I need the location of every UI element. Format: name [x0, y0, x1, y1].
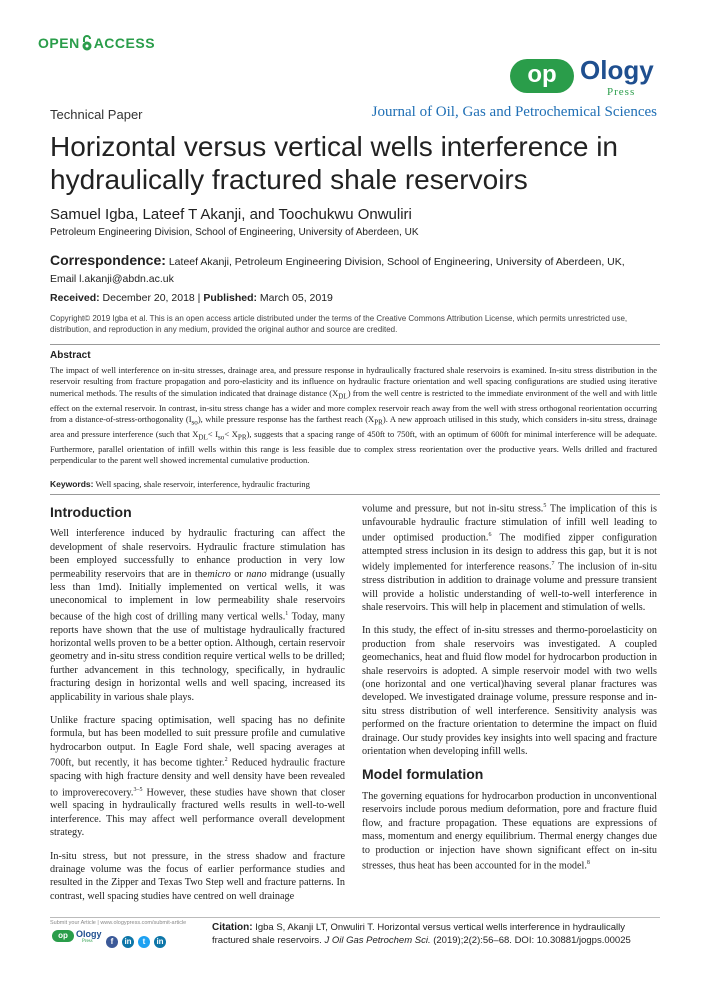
- correspondence-label: Correspondence:: [50, 252, 166, 268]
- paragraph: Well interference induced by hydraulic fracturing can affect the development of shale reservoirs. Hydraulic fracture stimulation has been employed successfully to enhance production in very low permeability reservoirs that are in themicro or nano midrange (usually less than 1md). Initially implemented on vertical wells, it was uneconomical to implement in low permeability shale reservoirs because of the high cost of drilling many vertical wells.$^1$ Today, many reports have shown that the use of multistage hydraulically fractured horizontal wells proven to be a better option. Although, certain reservoir geometry and in-situ stress condition require vertical wells to be drilled; further advancement in this technology, specifically, in hydraulic fracturing design in horizontal wells and well spacing, increased its applicability in various shale plays.: [50, 528, 345, 703]
- twitter-icon[interactable]: t: [138, 936, 150, 948]
- authors: Samuel Igba, Lateef T Akanji, and Toochukwu Onwuliri: [50, 206, 412, 223]
- affiliation: Petroleum Engineering Division, School of Engineering, University of Aberdeen, UK: [50, 227, 419, 238]
- paragraph: In-situ stress, but not pressure, in the stress shadow and fracture drainage volume was the focus of earlier performance studies and resulted in the Zipper and Texas Two Step well and fracture patterns. In contrast, well spacing studies have centred on well drainage: [50, 850, 345, 902]
- citation-label: Citation:: [212, 922, 253, 933]
- publisher-logo-op: op: [510, 59, 574, 93]
- received-label: Received:: [50, 292, 100, 304]
- received-date: December 20, 2018: [102, 292, 195, 304]
- published-date: March 05, 2019: [259, 292, 333, 304]
- left-column: [50, 506, 345, 913]
- facebook-icon[interactable]: f: [106, 936, 118, 948]
- linkedin-icon[interactable]: in: [154, 936, 166, 948]
- footer-divider: [50, 917, 660, 918]
- journal-name[interactable]: Journal of Oil, Gas and Petrochemical Sciences: [371, 104, 657, 120]
- abstract-text: The impact of well interference on in-situ stresses, drainage area, and pressure response in hydraulically fractured shale reservoirs is examined. In-situ stress distribution in the reservoir resulting from fracture propagation and poro-elasticity and its influence on hydraulic fracture orientation and well spacing configurations are studied using iterative numerical methods. The results of the simulation indicated that drainage distance $(X_{DL})$ from the well centre is restricted to the immediate environment of the well and with little effect on the external reservoir. In contrast, in-situ stress change has a wider and more complex reservoir reach away from the well with stress orthogonal reorientation occurring from a distance-of-stress-orthogonality $(I_{so})$, while pressure response has the farthest reach $(X_{PR})$. A new approach utilised in this study, which considers in-situ stress, drainage area and pressure interference (such that $X_{DL}< I_{so}< X_{PR}$), suggests that a spacing range of 450ft to 750ft, with an optimum of 600ft for minimal interference will be adequate. Furthermore, parallel orientation of infill wells within this range is less feasible due to complex stress reorientation over the productive years. Wells drilled and fractured perpendicular to the parent well showed incremental cumulative production.: [50, 365, 658, 466]
- correspondence-email[interactable]: Email l.akanji@abdn.ac.uk: [50, 273, 174, 285]
- paper-type: Technical Paper: [50, 107, 143, 122]
- open-lock-icon: [81, 35, 93, 51]
- open-access-logo: [38, 35, 155, 51]
- citation: Citation: Igba S, Akanji LT, Onwuliri T. Horizontal versus vertical wells interference in hydraulically fractured shale reservoirs. J Oil Gas Petrochem Sci. (2019);2(2):56‒68. DOI: 10.30881/jogps.00025: [212, 922, 631, 946]
- linkedin-icon[interactable]: in: [122, 936, 134, 948]
- open-label: OPEN: [38, 35, 80, 51]
- publisher-logo-ology: Ology: [580, 55, 654, 85]
- keywords-label: Keywords:: [50, 479, 94, 489]
- published-label: Published:: [203, 292, 257, 304]
- access-label: ACCESS: [93, 35, 156, 51]
- article-title: Horizontal versus vertical wells interference in hydraulically fractured shale reservoirs: [50, 131, 618, 195]
- keywords-text: Well spacing, shale reservoir, interference, hydraulic fracturing: [95, 479, 310, 489]
- footer-publisher-logo[interactable]: op Ology Press: [52, 930, 112, 946]
- section-heading-introduction: Introduction: [50, 504, 132, 520]
- abstract-heading: Abstract: [50, 350, 91, 361]
- copyright: Copyright© 2019 Igba et al. This is an open access article distributed under the terms of the Creative Commons Attribution License, which permits unrestricted use, distribution, and reproduction in any medium, provided the original author and source are credited.: [50, 314, 628, 334]
- correspondence-text: Lateef Akanji, Petroleum Engineering Division, School of Engineering, University of Aberdeen, UK,: [168, 256, 625, 268]
- publisher-logo[interactable]: [510, 55, 680, 103]
- keywords: [50, 479, 310, 489]
- paragraph: volume and pressure, but not in-situ stress.$^5$ The implication of this is unfavourable hydraulic fracture stimulation of infill well leading to under optimised production.$^6$ The modified zipper configuration attempted stress inclusion in its design to address this gap, but it is not widely implemented for interference reasons.$^7$ The inclusion of in-situ stress distribution in addition to drainage volume and pressure transient will provide a holistic understanding of well-to-well interference in shale reservoirs. This will help in placement and stimulation of wells.: [362, 503, 657, 614]
- paragraph: Unlike fracture spacing optimisation, well spacing has no definite formula, but has been modelled to suit pressure profile and cumulative hydrocarbon output. In Eagle Ford shale, well spacing averages at 700ft, but recently, it has become tighter.$^2$ Reduced hydraulic fracture spacing with high fracture density and well density have been revealed to improverecovery.$^{3-5}$ However, these studies have shown that closer well spacing in hydraulically fractured wells results in well-to-well interference. This may affect well performance overall development strategy.: [50, 715, 345, 839]
- submit-link[interactable]: Submit your Article | www.ologypress.com/submit-article: [50, 920, 187, 926]
- paragraph: The governing equations for hydrocarbon production in unconventional reservoirs include porous medium deformation, pore and fracture fluid flow, and fracture propagation. These equations are expressions of mass, momentum and energy equilibrium. Thermal energy changes due to production or injection have shown significant effect on in-situ stresses, thus heat has been accounted for in the model.$^8$: [362, 790, 657, 872]
- divider: [50, 494, 660, 495]
- social-links: [106, 931, 170, 949]
- divider: [50, 344, 660, 345]
- section-heading-model-formulation: Model formulation: [362, 766, 484, 783]
- publisher-logo-press: Press: [607, 86, 636, 98]
- right-column: [362, 500, 657, 883]
- paragraph: In this study, the effect of in-situ stresses and thermo-poroelasticity on production from shale reservoirs was investigated. A coupled geomechanics, heat and fluid flow model for hydrocarbon production in shale reservoirs is adopted. A simple reservoir model with two wells (one horizontal and one vertical)having several planar fractures was developed. We investigated drainage volume, pressure response and in-situ stress distribution of well interference. Sensitivity analysis was performed on the fracture orientation to determine the impact on fluid drainage. Our study provides key insights into well spacing and fracture orientation when developing infill wells.: [362, 625, 657, 758]
- correspondence: [50, 252, 660, 288]
- dates: Received: December 20, 2018 | Published: March 05, 2019: [50, 292, 333, 304]
